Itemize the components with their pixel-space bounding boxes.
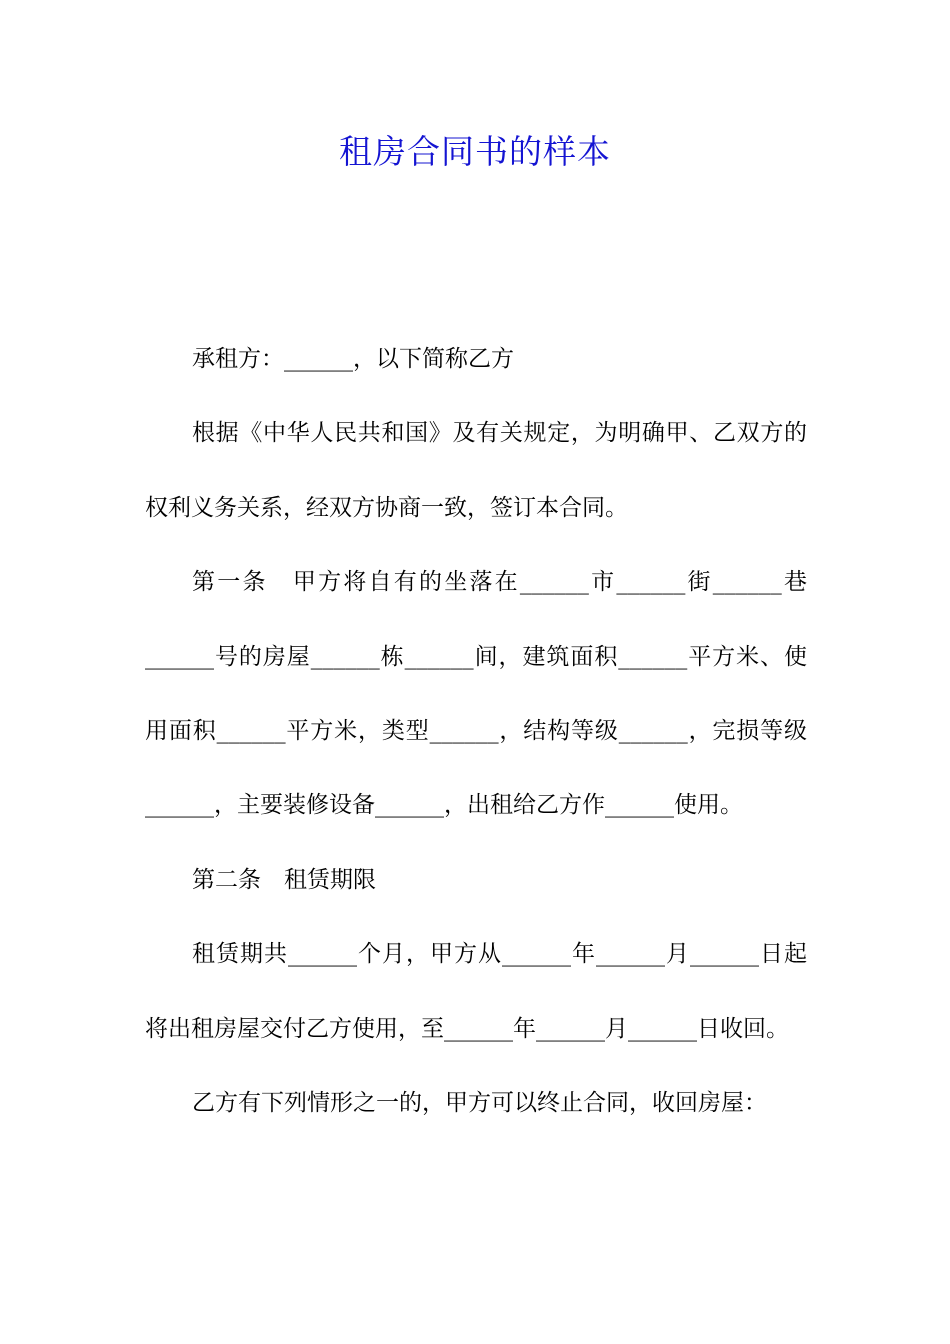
paragraph-lessee: 承租方：______，以下简称乙方 — [192, 346, 514, 372]
document-title: 租房合同书的样本 — [339, 132, 611, 171]
paragraph-article-2-heading: 第二条 租赁期限 — [192, 866, 376, 893]
paragraph-article-1: 第一条 甲方将自有的坐落在______市______街______巷______号的房屋______栋______间，建筑面积______平方米、使用面积______平方米，类型______，结构等级______，完损等级______，主要装修设备______，出租给乙方作______使用。 — [145, 569, 807, 819]
paragraph-termination: 乙方有下列情形之一的，甲方可以终止合同，收回房屋： — [192, 1090, 767, 1117]
paragraph-lease-term: 租赁期共______个月，甲方从______年______月______日起将出租房屋交付乙方使用，至______年______月______日收回。 — [145, 941, 807, 1042]
paragraph-preamble: 根据《中华人民共和国》及有关规定，为明确甲、乙双方的权利义务关系，经双方协商一致，签订本合同。 — [145, 420, 807, 521]
document-body — [145, 322, 807, 1140]
